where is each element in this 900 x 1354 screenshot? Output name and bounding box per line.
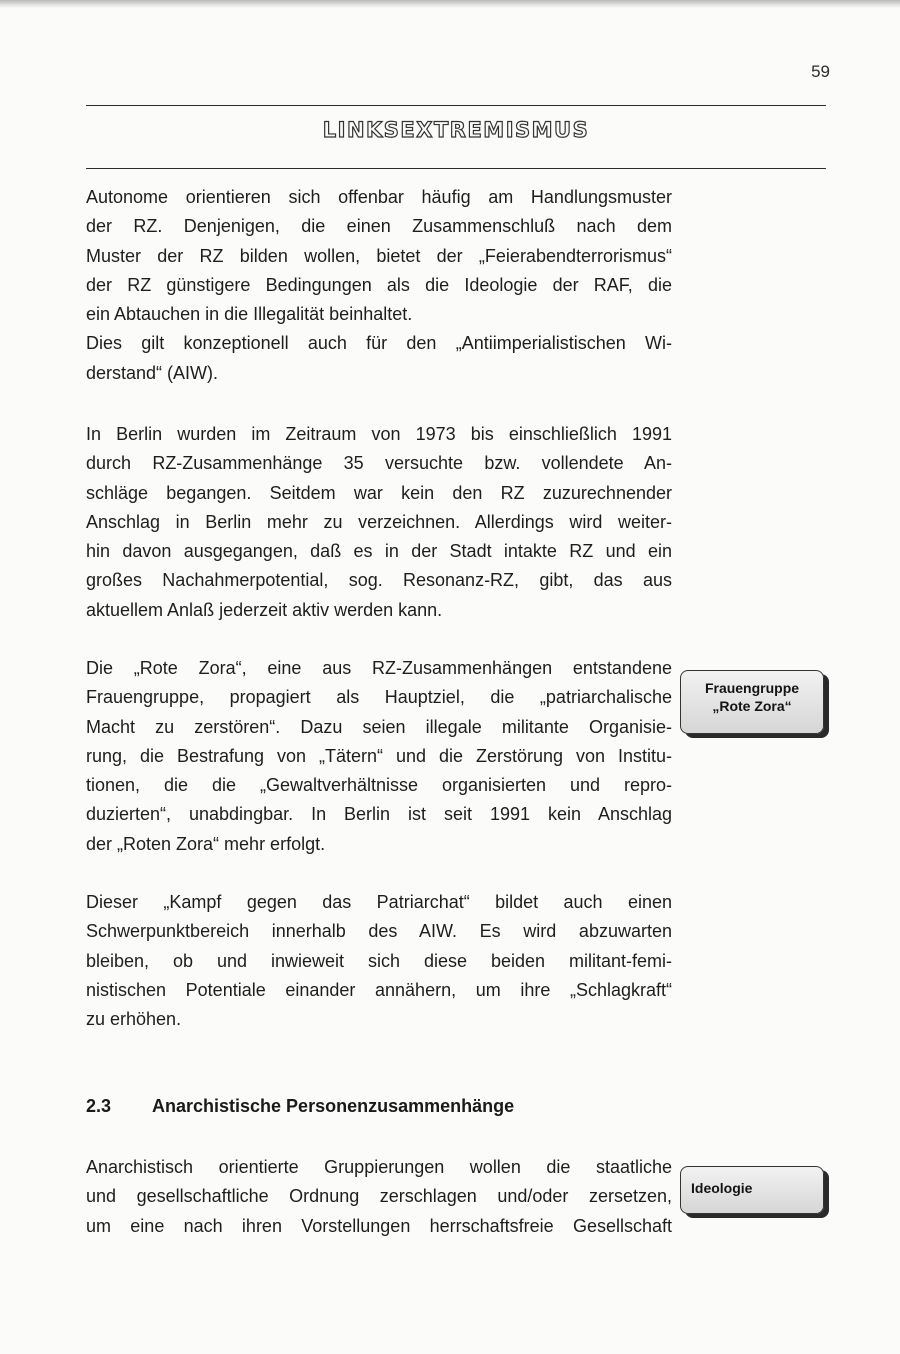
text-line: In Berlin wurden im Zeitraum von 1973 bis einschließlich 1991 — [86, 424, 672, 444]
text-line: um eine nach ihren Vorstellungen herrschaftsfreie Gesellschaft — [86, 1215, 672, 1236]
text-line: Anschlag in Berlin mehr zu verzeichnen. Allerdings wird weiter- — [86, 511, 672, 532]
scan-edge — [0, 0, 900, 8]
header-rule-bottom — [86, 168, 826, 169]
margin-note-line: Ideologie — [691, 1180, 753, 1196]
text-line: aktuellem Anlaß jederzeit aktiv werden kann. — [86, 599, 443, 620]
text-line: hin davon ausgegangen, daß es in der Stadt intakte RZ und ein — [86, 541, 672, 562]
text-line: Schwerpunktbereich innerhalb des AIW. Es wird abzuwarten — [86, 921, 672, 942]
text-line: der „Roten Zora“ mehr erfolgt. — [86, 833, 326, 854]
paragraph-5 — [86, 1153, 672, 1241]
page-number: 59 — [811, 62, 830, 81]
text-line: Macht zu zerstören“. Dazu seien illegale militante Organisie- — [86, 716, 672, 737]
running-head: LINKSEXTREMISMUS — [322, 118, 590, 142]
paragraph-1 — [86, 183, 672, 388]
text-line: Dies gilt konzeptionell auch für den „Antiimperialistischen Wi- — [86, 333, 672, 354]
text-line: nistischen Potentiale einander annähern, um ihre „Schlagkraft“ — [86, 979, 672, 1000]
text-line: bleiben, ob und inwieweit sich diese beiden militant-femi- — [86, 950, 672, 971]
text-line: ein Abtauchen in die Illegalität beinhaltet. — [86, 304, 413, 325]
text-line: duzierten“, unabdingbar. In Berlin ist seit 1991 kein Anschlag — [86, 804, 672, 825]
text-line: schläge begangen. Seitdem war kein den RZ zuzurechnender — [86, 482, 672, 503]
text-line: Die „Rote Zora“, eine aus RZ-Zusammenhängen entstandene — [86, 658, 672, 678]
text-line: durch RZ-Zusammenhänge 35 versuchte bzw. vollendete An- — [86, 453, 672, 474]
text-line: derstand“ (AIW). — [86, 362, 219, 383]
text-line: rung, die Bestrafung von „Tätern“ und die Zerstörung von Institu- — [86, 745, 672, 766]
margin-note-ideologie — [680, 1166, 824, 1214]
text-line: Frauengruppe, propagiert als Hauptziel, die „patriarchalische — [86, 687, 672, 708]
section-heading — [86, 1096, 514, 1117]
text-line: großes Nachahmerpotential, sog. Resonanz-RZ, gibt, das aus — [86, 570, 672, 591]
text-line: der RZ günstigere Bedingungen als die Ideologie der RAF, die — [86, 274, 672, 295]
margin-note-line: „Rote Zora“ — [712, 698, 792, 714]
text-line: Dieser „Kampf gegen das Patriarchat“ bildet auch einen — [86, 892, 672, 912]
text-line: und gesellschaftliche Ordnung zerschlagen und/oder zersetzen, — [86, 1186, 672, 1207]
text-line: Muster der RZ bilden wollen, bietet der „Feierabendterrorismus“ — [86, 245, 672, 266]
text-line: tionen, die die „Gewaltverhältnisse organisierten und repro- — [86, 775, 672, 796]
paragraph-2 — [86, 420, 672, 625]
margin-note-line: Frauengruppe — [704, 680, 800, 696]
margin-note-frauengruppe — [680, 670, 824, 734]
text-line: Anarchistisch orientierte Gruppierungen wollen die staatliche — [86, 1157, 672, 1177]
text-line: der RZ. Denjenigen, die einen Zusammenschluß nach dem — [86, 216, 672, 237]
header-rule-top — [86, 105, 826, 106]
paragraph-3 — [86, 654, 672, 859]
section-number: 2.3 — [86, 1096, 112, 1116]
text-line: zu erhöhen. — [86, 1009, 182, 1030]
section-title: Anarchistische Personenzusammenhänge — [152, 1096, 515, 1116]
text-line: Autonome orientieren sich offenbar häufig am Handlungsmuster — [86, 187, 672, 207]
paragraph-4 — [86, 888, 672, 1034]
